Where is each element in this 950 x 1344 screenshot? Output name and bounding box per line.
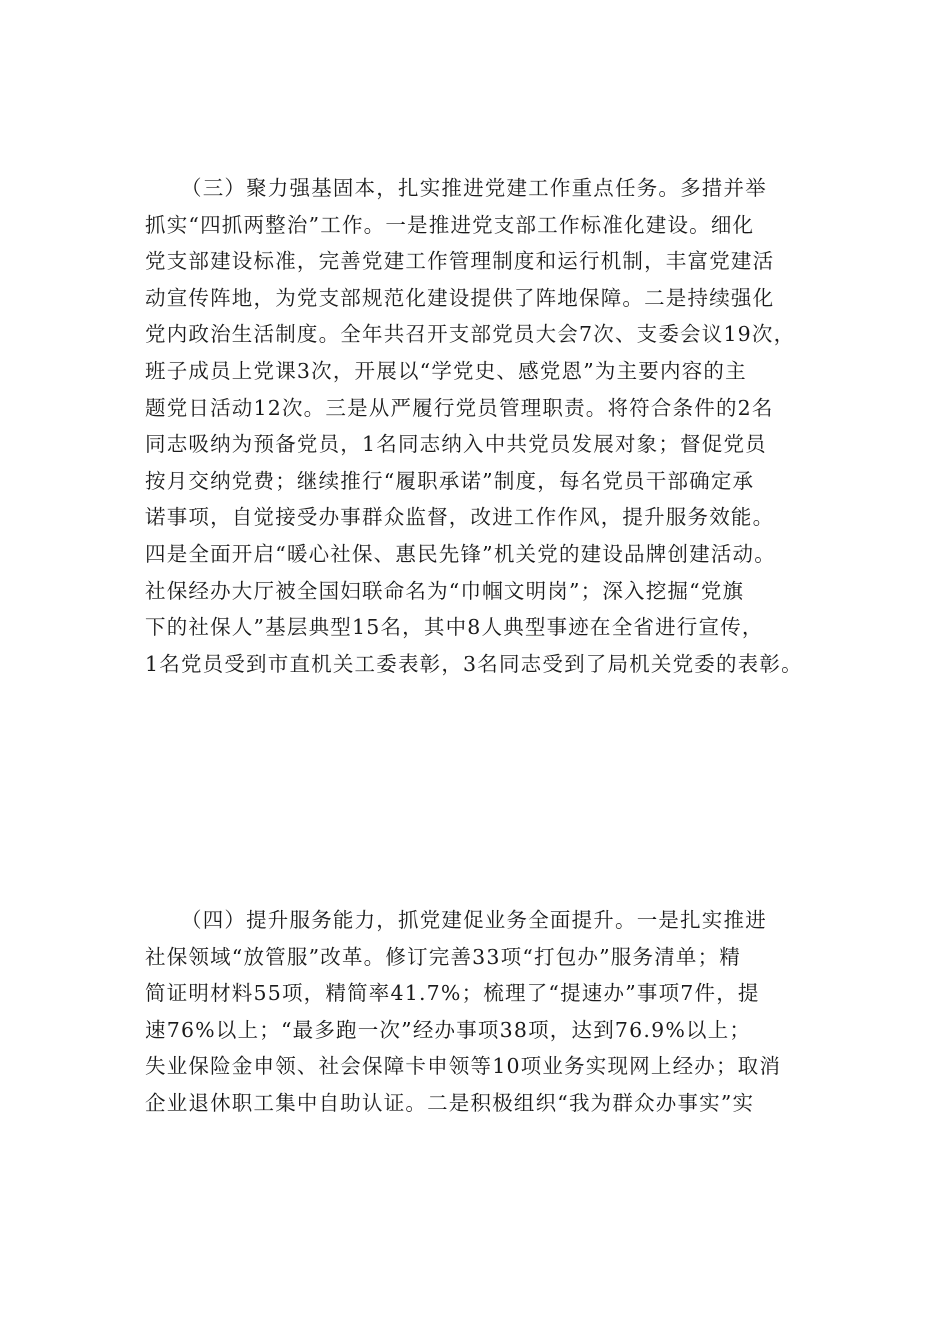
paragraph-section-4 <box>145 902 825 1122</box>
text-line: 诺事项，自觉接受办事群众监督，改进工作作风，提升服务效能。 <box>145 505 775 530</box>
paragraph-section-3 <box>145 170 825 682</box>
text-line: 党内政治生活制度。全年共召开支部党员大会7次、支委会议19次， <box>145 322 796 347</box>
text-line: 班子成员上党课3次，开展以“学党史、感党恩”为主要内容的主 <box>145 358 747 383</box>
text-line: 按月交纳党费；继续推行“履职承诺”制度，每名党员干部确定承 <box>145 468 755 493</box>
text-line: 1名党员受到市直机关工委表彰，3名同志受到了局机关党委的表彰。 <box>145 651 803 676</box>
text-line: 动宣传阵地，为党支部规范化建设提供了阵地保障。二是持续强化 <box>145 285 775 310</box>
text-line: 同志吸纳为预备党员，1名同志纳入中共党员发展对象；督促党员 <box>145 432 767 457</box>
text-line: 党支部建设标准，完善党建工作管理制度和运行机制，丰富党建活 <box>145 249 775 274</box>
text-line: 社保经办大厅被全国妇联命名为“巾帼文明岗”；深入挖掘“党旗 <box>145 578 745 603</box>
text-line: 抓实“四抓两整治”工作。一是推进党支部工作标准化建设。细化 <box>145 212 755 237</box>
text-line: （四）提升服务能力，抓党建促业务全面提升。一是扎实推进 <box>181 908 767 932</box>
text-line: 企业退休职工集中自助认证。二是积极组织“我为群众办事实”实 <box>145 1090 755 1115</box>
text-line: 失业保险金申领、社会保障卡申领等10项业务实现网上经办；取消 <box>145 1054 782 1079</box>
text-line: 题党日活动12次。三是从严履行党员管理职责。将符合条件的2名 <box>145 395 774 420</box>
text-line: 下的社保人”基层典型15名，其中8人典型事迹在全省进行宣传， <box>145 615 764 640</box>
text-line: 社保领域“放管服”改革。修订完善33项“打包办”服务清单；精 <box>145 944 742 969</box>
text-line: 速76%以上；“最多跑一次”经办事项38项，达到76.9%以上； <box>145 1017 752 1042</box>
text-line: 四是全面开启“暖心社保、惠民先锋”机关党的建设品牌创建活动。 <box>145 541 776 566</box>
text-line: （三）聚力强基固本，扎实推进党建工作重点任务。多措并举 <box>181 176 767 200</box>
text-line: 简证明材料55项，精简率41.7%；梳理了“提速办”事项7件，提 <box>145 981 760 1006</box>
